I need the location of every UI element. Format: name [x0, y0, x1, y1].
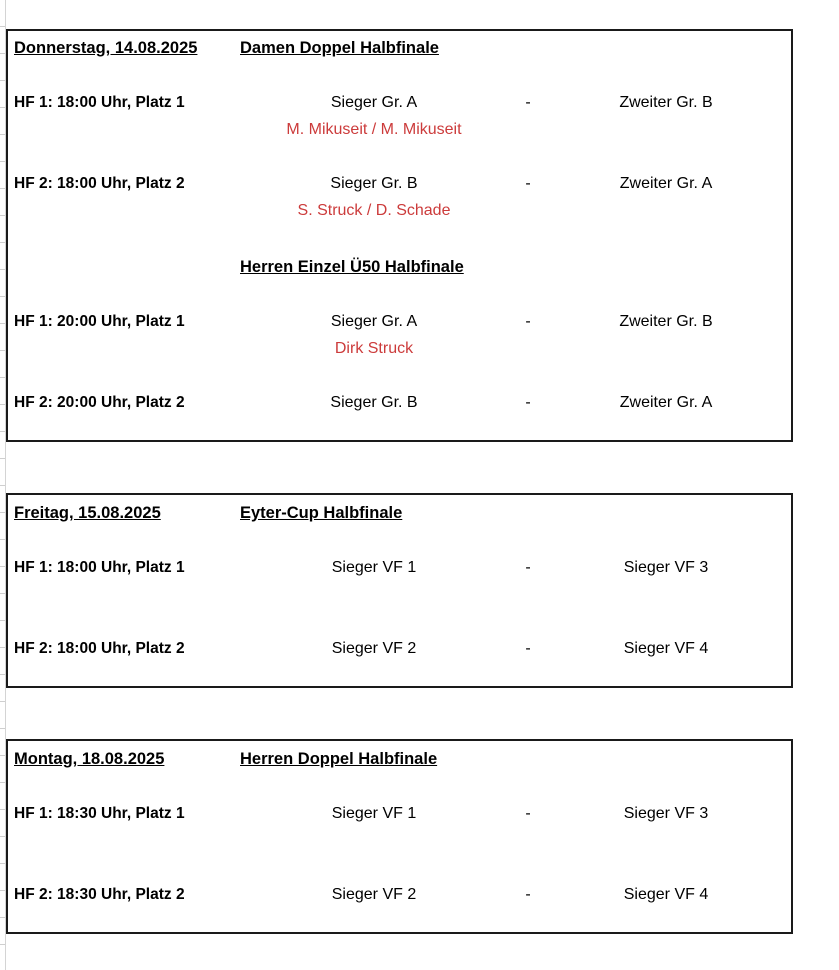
match-slot: HF 1: 20:00 Uhr, Platz 1 — [14, 313, 185, 330]
match-slot: HF 1: 18:00 Uhr, Platz 1 — [14, 94, 185, 111]
match-team-a: Sieger Gr. A — [330, 94, 418, 111]
match-slot: HF 1: 18:00 Uhr, Platz 1 — [14, 559, 185, 576]
match-slot: HF 1: 18:30 Uhr, Platz 1 — [14, 805, 185, 822]
match-team-a-players: S. Struck / D. Schade — [297, 202, 451, 219]
match-team-a: Sieger VF 2 — [331, 640, 417, 657]
match-separator: - — [525, 313, 531, 330]
section-date: Donnerstag, 14.08.2025 — [14, 39, 198, 57]
match-team-a: Sieger VF 2 — [331, 886, 417, 903]
section-date: Freitag, 15.08.2025 — [14, 504, 161, 522]
section-title: Damen Doppel Halbfinale — [240, 39, 439, 57]
match-slot: HF 2: 18:00 Uhr, Platz 2 — [14, 175, 185, 192]
match-slot: HF 2: 18:00 Uhr, Platz 2 — [14, 640, 185, 657]
section-date: Montag, 18.08.2025 — [14, 750, 165, 768]
match-team-b: Zweiter Gr. A — [619, 394, 713, 411]
match-team-a-players: M. Mikuseit / M. Mikuseit — [286, 121, 462, 138]
schedule-block-friday — [6, 493, 793, 688]
match-team-a: Sieger Gr. B — [330, 175, 418, 192]
match-separator: - — [525, 640, 531, 657]
match-slot: HF 2: 18:30 Uhr, Platz 2 — [14, 886, 185, 903]
match-team-a: Sieger VF 1 — [331, 559, 417, 576]
schedule-block-thursday — [6, 29, 793, 442]
subsection-title: Herren Einzel Ü50 Halbfinale — [240, 258, 464, 276]
match-separator: - — [525, 94, 531, 111]
match-team-b: Sieger VF 4 — [623, 886, 709, 903]
match-separator: - — [525, 805, 531, 822]
match-slot: HF 2: 20:00 Uhr, Platz 2 — [14, 394, 185, 411]
match-team-a: Sieger Gr. A — [330, 313, 418, 330]
schedule-block-monday — [6, 739, 793, 934]
match-team-b: Zweiter Gr. A — [619, 175, 713, 192]
match-team-a: Sieger Gr. B — [330, 394, 418, 411]
match-separator: - — [525, 559, 531, 576]
section-title: Herren Doppel Halbfinale — [240, 750, 438, 768]
match-separator: - — [525, 175, 531, 192]
match-separator: - — [525, 886, 531, 903]
match-team-b: Sieger VF 4 — [623, 640, 709, 657]
match-team-b: Sieger VF 3 — [623, 559, 709, 576]
match-team-b: Zweiter Gr. B — [619, 313, 713, 330]
match-team-a-players: Dirk Struck — [334, 340, 414, 357]
section-title: Eyter-Cup Halbfinale — [240, 504, 403, 522]
match-team-b: Sieger VF 3 — [623, 805, 709, 822]
match-separator: - — [525, 394, 531, 411]
match-team-b: Zweiter Gr. B — [619, 94, 713, 111]
match-team-a: Sieger VF 1 — [331, 805, 417, 822]
